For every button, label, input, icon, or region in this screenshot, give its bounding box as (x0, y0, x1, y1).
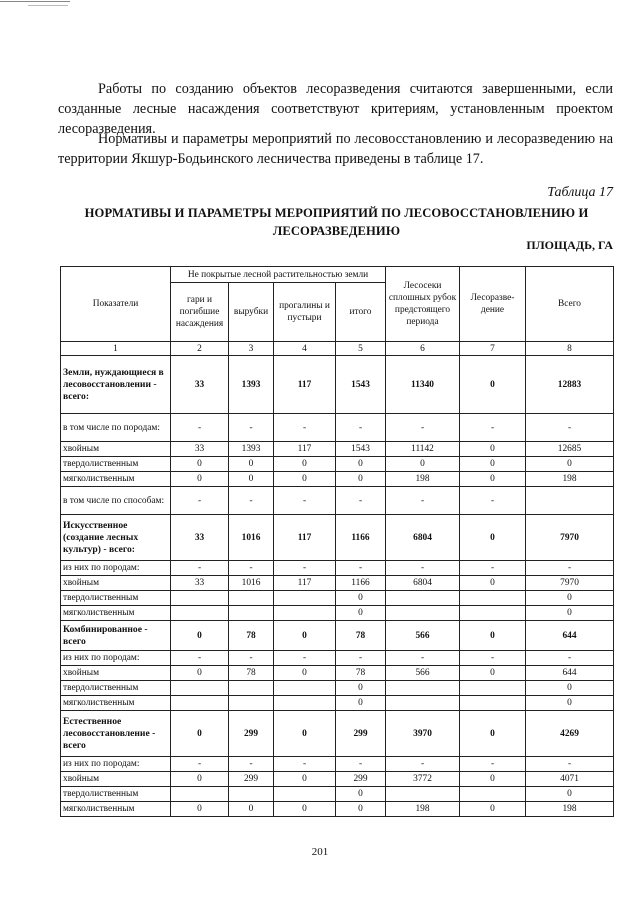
table-cell: 78 (336, 666, 386, 681)
row-label: в том числе по породам: (61, 414, 171, 442)
table-cell (171, 696, 229, 711)
table-cell: 0 (171, 666, 229, 681)
table-cell: 0 (171, 472, 229, 487)
column-number: 8 (526, 342, 614, 356)
row-label: твердолиственным (61, 457, 171, 472)
table-title-line-1: НОРМАТИВЫ И ПАРАМЕТРЫ МЕРОПРИЯТИЙ ПО ЛЕСОВОССТАНОВЛЕНИЮ И (84, 206, 589, 220)
table-cell: 0 (171, 711, 229, 757)
table-cell: 0 (460, 457, 526, 472)
row-label: из них по породам: (61, 757, 171, 772)
table-cell: 78 (336, 621, 386, 651)
table-cell: 7970 (526, 515, 614, 561)
table-cell: - (336, 561, 386, 576)
column-number: 5 (336, 342, 386, 356)
table-cell: 299 (229, 772, 274, 787)
table-cell: - (336, 651, 386, 666)
table-cell: 0 (274, 802, 336, 817)
table-cell (229, 591, 274, 606)
table-cell (274, 787, 336, 802)
table-cell: - (460, 487, 526, 515)
table-cell: 0 (526, 696, 614, 711)
table-cell (229, 696, 274, 711)
table-cell: - (274, 487, 336, 515)
table-row (61, 802, 614, 817)
table-cell: 7970 (526, 576, 614, 591)
table-cell: 644 (526, 666, 614, 681)
table-cell: 0 (336, 457, 386, 472)
table-cell (229, 606, 274, 621)
table-cell: 0 (229, 472, 274, 487)
page-number: 201 (311, 846, 329, 858)
table-cell: 1393 (229, 442, 274, 457)
table-cell: 33 (171, 515, 229, 561)
row-label: Искусственное (создание лесных культур) - всего: (61, 515, 171, 561)
table-cell (274, 606, 336, 621)
table-cell: - (274, 651, 336, 666)
table-cell: - (526, 561, 614, 576)
table-cell: 1543 (336, 356, 386, 414)
header-clearings: вырубки (229, 283, 274, 342)
table-cell: - (460, 757, 526, 772)
table-cell: 0 (460, 442, 526, 457)
table-cell: 0 (229, 802, 274, 817)
header-cuttings: Лесосеки сплошных рубок предстоящего периода (386, 267, 460, 342)
table-row (61, 561, 614, 576)
table-cell: 1393 (229, 356, 274, 414)
table-cell: 0 (274, 457, 336, 472)
table-cell: 0 (460, 576, 526, 591)
header-indicators: Показатели (61, 267, 171, 342)
table-cell: 3772 (386, 772, 460, 787)
table-cell: 0 (460, 772, 526, 787)
table-cell: 3970 (386, 711, 460, 757)
table-cell (460, 787, 526, 802)
table-row (61, 666, 614, 681)
table-row (61, 487, 614, 515)
table-cell (171, 606, 229, 621)
table-cell: - (526, 651, 614, 666)
table-cell: 1166 (336, 515, 386, 561)
table-cell: 299 (336, 711, 386, 757)
table-cell (386, 606, 460, 621)
table-cell: - (460, 414, 526, 442)
table-cell: 12685 (526, 442, 614, 457)
column-number: 6 (386, 342, 460, 356)
column-number: 4 (274, 342, 336, 356)
row-label: мягколиственным (61, 606, 171, 621)
row-label: хвойным (61, 576, 171, 591)
table-cell: - (171, 561, 229, 576)
table-row (61, 787, 614, 802)
table-cell (274, 681, 336, 696)
header-afforestation: Лесоразве-дение (460, 267, 526, 342)
table-cell (460, 696, 526, 711)
table-cell: - (229, 414, 274, 442)
table-cell: 0 (171, 802, 229, 817)
table-cell: - (274, 414, 336, 442)
intro-paragraph-2: Нормативы и параметры мероприятий по лесовосстановлению и лесоразведению на территории Якшур-Бодьинского лесничества приведены в таблице 17. (58, 131, 613, 168)
table-row (61, 414, 614, 442)
table-row (61, 696, 614, 711)
table-cell: 0 (274, 472, 336, 487)
table-cell: 0 (171, 772, 229, 787)
header-all: Всего (526, 267, 614, 342)
row-label: из них по породам: (61, 651, 171, 666)
table-cell: 0 (336, 606, 386, 621)
header-glades: прогалины и пустыри (274, 283, 336, 342)
table-title (60, 204, 613, 240)
table-cell (229, 681, 274, 696)
table-cell: 0 (460, 472, 526, 487)
table-row (61, 356, 614, 414)
column-number: 3 (229, 342, 274, 356)
row-label: твердолиственным (61, 787, 171, 802)
table-cell (386, 787, 460, 802)
table-cell: 78 (229, 666, 274, 681)
row-label: твердолиственным (61, 591, 171, 606)
table-cell: 1016 (229, 515, 274, 561)
table-cell (171, 591, 229, 606)
column-number: 2 (171, 342, 229, 356)
table-cell (460, 681, 526, 696)
table-cell: - (274, 561, 336, 576)
table-cell: - (336, 414, 386, 442)
table-cell: - (386, 651, 460, 666)
table-cell: 299 (336, 772, 386, 787)
table-cell (526, 487, 614, 515)
table-cell: - (386, 561, 460, 576)
table-cell: - (274, 757, 336, 772)
table-cell (460, 606, 526, 621)
header-non-covered: Не покрытые лесной растительностью земли (171, 267, 386, 283)
row-label: Комбинированное - всего (61, 621, 171, 651)
table-cell: 0 (336, 802, 386, 817)
table-cell: 0 (526, 457, 614, 472)
table-cell: 644 (526, 621, 614, 651)
table-cell: 0 (526, 681, 614, 696)
table-row (61, 651, 614, 666)
scan-mark (28, 5, 68, 6)
table-cell (171, 681, 229, 696)
table-cell: - (460, 561, 526, 576)
table-cell: 0 (229, 457, 274, 472)
table-cell: - (526, 757, 614, 772)
table-row (61, 621, 614, 651)
scan-mark (0, 1, 70, 2)
table-cell: 1543 (336, 442, 386, 457)
table-label: Таблица 17 (547, 185, 613, 200)
table-cell: 117 (274, 442, 336, 457)
table-cell: 117 (274, 515, 336, 561)
table-cell: - (336, 757, 386, 772)
table-cell: 0 (460, 802, 526, 817)
table-cell: 12883 (526, 356, 614, 414)
table-cell: - (386, 757, 460, 772)
header-burnt: гари и погибшие насаждения (171, 283, 229, 342)
column-numbers-row (61, 342, 614, 356)
header-total: итого (336, 283, 386, 342)
table-cell: - (229, 561, 274, 576)
row-label: хвойным (61, 442, 171, 457)
table-cell: 0 (274, 666, 336, 681)
table-cell: 0 (336, 787, 386, 802)
table-cell: 11142 (386, 442, 460, 457)
table-cell: 198 (526, 802, 614, 817)
table-cell: - (171, 414, 229, 442)
row-label: твердолиственным (61, 681, 171, 696)
table-cell: 6804 (386, 576, 460, 591)
table-cell: 566 (386, 666, 460, 681)
table-title-line-2: ЛЕСОРАЗВЕДЕНИЮ (272, 224, 401, 238)
table-cell: 566 (386, 621, 460, 651)
table-cell: 0 (460, 515, 526, 561)
table-cell (274, 591, 336, 606)
table-cell: 117 (274, 356, 336, 414)
table-cell: 4071 (526, 772, 614, 787)
table-row (61, 681, 614, 696)
table-cell: 0 (274, 621, 336, 651)
table-cell: 0 (460, 666, 526, 681)
table-cell: 198 (386, 472, 460, 487)
row-label: хвойным (61, 772, 171, 787)
table-row (61, 757, 614, 772)
unit-label: ПЛОЩАДЬ, ГА (526, 238, 613, 252)
table-row (61, 457, 614, 472)
table-cell: 0 (171, 457, 229, 472)
table-cell: 1166 (336, 576, 386, 591)
table-cell: - (229, 757, 274, 772)
table-cell: 117 (274, 576, 336, 591)
parameters-table (60, 266, 614, 817)
table-cell (460, 591, 526, 606)
table-cell: 0 (526, 787, 614, 802)
table-body (61, 356, 614, 817)
table-row (61, 576, 614, 591)
table-cell: 0 (460, 621, 526, 651)
table-cell: 0 (336, 591, 386, 606)
table-cell: 6804 (386, 515, 460, 561)
table-cell: - (171, 487, 229, 515)
row-label: в том числе по способам: (61, 487, 171, 515)
table-cell: - (386, 414, 460, 442)
table-cell: 0 (274, 772, 336, 787)
table-cell: - (460, 651, 526, 666)
table-cell: - (171, 651, 229, 666)
table-cell: 299 (229, 711, 274, 757)
table-cell (386, 681, 460, 696)
table-cell: 0 (336, 681, 386, 696)
row-label: Естественное лесовосстановление - всего (61, 711, 171, 757)
table-row (61, 442, 614, 457)
table-cell: - (386, 487, 460, 515)
table-cell: 0 (460, 711, 526, 757)
table-cell (171, 787, 229, 802)
table-cell: 0 (526, 591, 614, 606)
table-cell: - (526, 414, 614, 442)
table-cell: 0 (336, 472, 386, 487)
table-cell (274, 696, 336, 711)
table-cell (386, 591, 460, 606)
row-label: мягколиственным (61, 472, 171, 487)
table-cell: 0 (460, 356, 526, 414)
table-row (61, 772, 614, 787)
table-cell: 4269 (526, 711, 614, 757)
row-label: мягколиственным (61, 696, 171, 711)
table-cell: - (229, 487, 274, 515)
intro-paragraph-1: Работы по созданию объектов лесоразведения считаются завершенными, если созданные лесные насаждения соответствуют критериям, установленным проектом лесоразведения. (58, 81, 613, 138)
table-cell: 0 (336, 696, 386, 711)
table-cell: 1016 (229, 576, 274, 591)
row-label: из них по породам: (61, 561, 171, 576)
table-cell: 0 (274, 711, 336, 757)
row-label: Земли, нуждающиеся в лесовосстановлении - всего: (61, 356, 171, 414)
table-row (61, 606, 614, 621)
table-cell (386, 696, 460, 711)
table-cell: - (229, 651, 274, 666)
table-cell: 198 (526, 472, 614, 487)
table-row (61, 515, 614, 561)
table-row (61, 711, 614, 757)
table-cell: 78 (229, 621, 274, 651)
table-cell (229, 787, 274, 802)
table-cell: - (336, 487, 386, 515)
column-number: 7 (460, 342, 526, 356)
row-label: хвойным (61, 666, 171, 681)
table-cell: 33 (171, 356, 229, 414)
row-label: мягколиственным (61, 802, 171, 817)
table-row (61, 472, 614, 487)
table-cell: 11340 (386, 356, 460, 414)
table-cell: 0 (386, 457, 460, 472)
table-cell: 33 (171, 576, 229, 591)
table-cell: 33 (171, 442, 229, 457)
table-cell: 0 (526, 606, 614, 621)
table-cell: - (171, 757, 229, 772)
column-number: 1 (61, 342, 171, 356)
table-row (61, 591, 614, 606)
table-cell: 198 (386, 802, 460, 817)
table-cell: 0 (171, 621, 229, 651)
